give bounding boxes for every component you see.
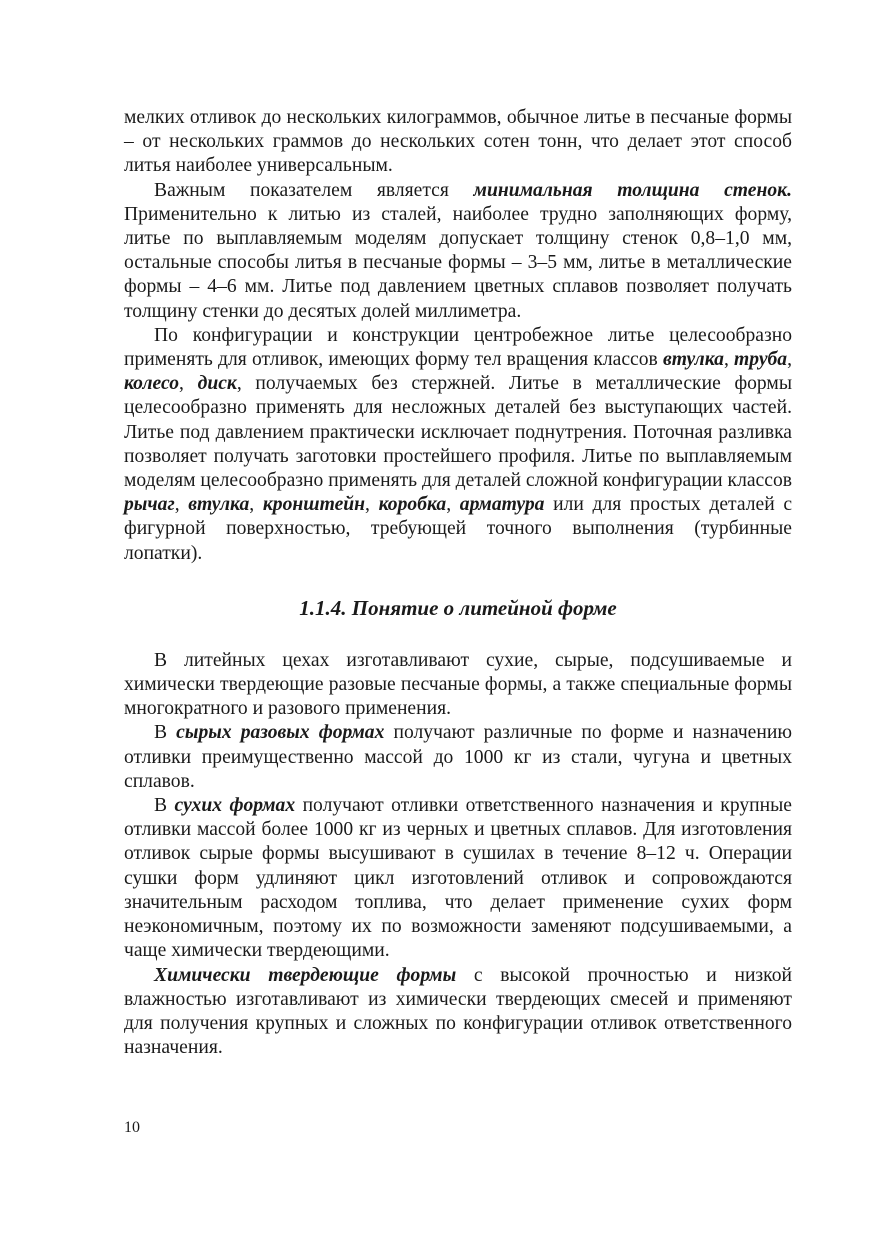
text-run: с высокой прочностью и низкой влажностью изготавливают из химически твердеющих смесей и применяют для получения крупных и сложных по конфигурации отливок ответственного назначения. (124, 964, 792, 1059)
emphasis-term: колесо (124, 373, 179, 395)
text-run: Важным показателем является (154, 179, 474, 201)
emphasis-term: труба (734, 349, 788, 371)
text-run: В литейных цехах изготавливают сухие, сырые, подсушиваемые и химически твердеющие разовые песчаные формы, а также специальные формы многократного и разового применения. (124, 649, 792, 720)
emphasis-term: кронштейн (262, 494, 366, 516)
emphasis-term: минимальная толщина стенок. (473, 179, 792, 201)
text-run: , (787, 349, 793, 371)
text-run: мелких отливок до нескольких килограммов, обычное литье в песчаные формы – от нескольких граммов до нескольких сотен тонн, что делает этот способ литья наиболее универсальным. (124, 107, 792, 177)
section-heading: 1.1.4. Понятие о литейной форме (299, 595, 617, 620)
emphasis-term: сухих формах (174, 795, 296, 817)
text-run: , (446, 494, 460, 516)
text-run: , (174, 494, 189, 516)
emphasis-term: коробка (378, 494, 447, 516)
emphasis-term: рычаг (124, 494, 175, 516)
paragraph-p7 (124, 964, 792, 1061)
text-run: Применительно к литью из сталей, наиболее трудно заполняющих форму, литье по выплавляемым моделям допускает толщину стенок 0,8–1,0 мм, остальные способы литья в песчаные формы – 3–5 мм, литье в металлические формы – 4–6 мм. Литье под давлением цветных сплавов позволяет получать толщину стенки до десятых долей миллиметра. (124, 203, 792, 322)
page-body (124, 106, 792, 1060)
text-run: В (154, 795, 175, 817)
text-run: В (154, 722, 177, 744)
emphasis-term: Химически твердеющие формы (154, 964, 457, 986)
paragraph-p1 (124, 106, 792, 179)
bottom-paragraphs (124, 649, 792, 1060)
text-run: , (179, 373, 198, 395)
text-run: или для простых деталей с фигурной поверхностью, требующей точного выполнения (турбинные лопатки). (124, 494, 793, 564)
emphasis-term: диск (197, 373, 237, 395)
text-run: По конфигурации и конструкции центробежное литье целесообразно применять для отливок, имеющих форму тел вращения классов (124, 324, 792, 371)
emphasis-term: сырых разовых формах (176, 722, 385, 744)
paragraph-p4 (124, 649, 792, 722)
text-run: , (723, 349, 735, 371)
paragraph-p6 (124, 794, 792, 963)
emphasis-term: втулка (188, 494, 250, 516)
text-run: , (365, 494, 379, 516)
paragraph-p2 (124, 179, 792, 324)
paragraph-p3 (124, 324, 792, 566)
page-number: 10 (124, 1119, 140, 1136)
text-run: получают различные по форме и назначению отливки преимущественно массой до 1000 кг из стали, чугуна и цветных сплавов. (124, 722, 792, 792)
text-run: получают отливки ответственного назначения и крупные отливки массой более 1000 кг из черных и цветных сплавов. Для изготовления отливок сырые формы высушивают в сушилах в течение 8–12 ч. Операции сушки форм удлиняют цикл изготовлений отливок и сопровождаются значительным расходом топлива, что делает применение сухих форм неэкономичным, поэтому их по возможности заменяют подсушиваемыми, а чаще химически твердеющими. (124, 795, 792, 962)
text-run: , (249, 494, 263, 516)
text-run: , получаемых без стержней. Литье в металлические формы целесообразно применять для несложных деталей без выступающих частей. Литье под давлением практически исключает поднутрения. Поточная разливка позволяет получать заготовки простейшего профиля. Литье по выплавляемым моделям целесообразно применять для деталей сложной конфигурации классов (124, 373, 793, 492)
paragraph-p5 (124, 721, 792, 794)
emphasis-term: втулка (662, 349, 724, 371)
top-paragraphs (124, 106, 792, 566)
emphasis-term: арматура (459, 494, 545, 516)
